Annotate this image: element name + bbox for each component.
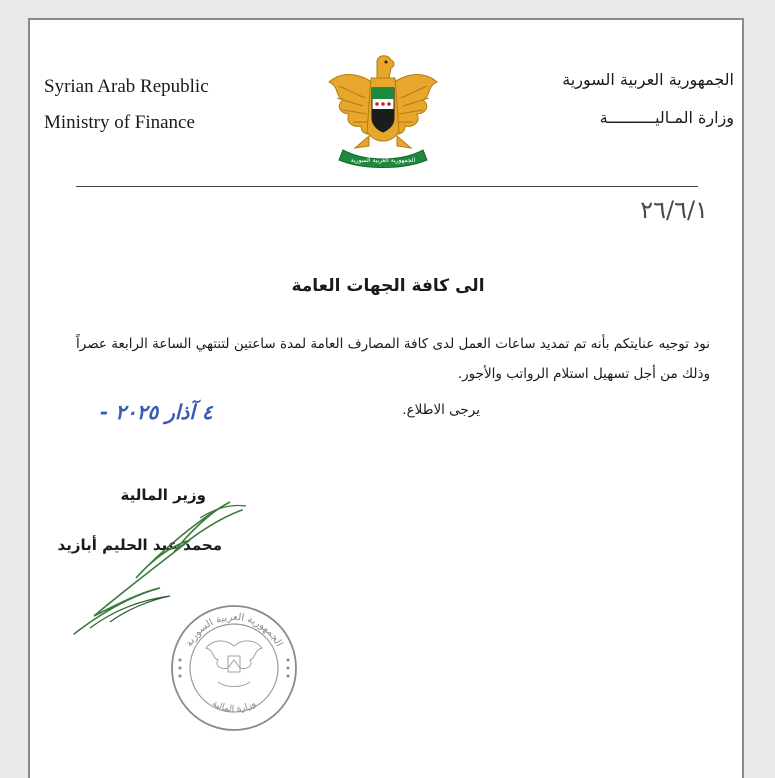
syrian-eagle-emblem-icon [325,52,441,170]
document-page [28,18,744,778]
header-ar-ministry: وزارة المـاليــــــــــة [599,108,734,127]
signatory-title: وزير المالية [120,486,206,504]
handwritten-date: ٤ آذار ٢٠٢٥ - [100,400,213,424]
emblem-ribbon-text: الجمهورية العربية السورية [350,157,416,164]
body-paragraph-line2: وذلك من أجل تسهيل استلام الرواتب والأجور. [457,366,710,382]
official-stamp-icon [166,600,302,736]
stamp-bottom-text: وزارة المالية [210,698,258,715]
reference-number: ٢٦/٦/١ [640,196,708,224]
signatory-name: محمد عبد الحليم أبازيد [57,536,222,554]
addressee-heading: الى كافة الجهات العامة [291,276,485,296]
body-paragraph-line1: نود توجيه عنايتكم بأنه تم تمديد ساعات العمل لدى كافة المصارف العامة لمدة ساعتين لتنتهي الساعة الرابعة عصراً [76,336,710,352]
header-en-ministry: Ministry of Finance [44,112,195,133]
closing-line: يرجى الاطلاع. [402,402,480,418]
header-ar-country: الجمهورية العربية السورية [562,70,734,89]
svg-text:وزارة المالية [210,699,257,715]
stamp-text: الجمهورية العربية السورية [183,611,285,649]
header-en-country: Syrian Arab Republic [44,76,209,97]
header-divider [76,186,698,187]
